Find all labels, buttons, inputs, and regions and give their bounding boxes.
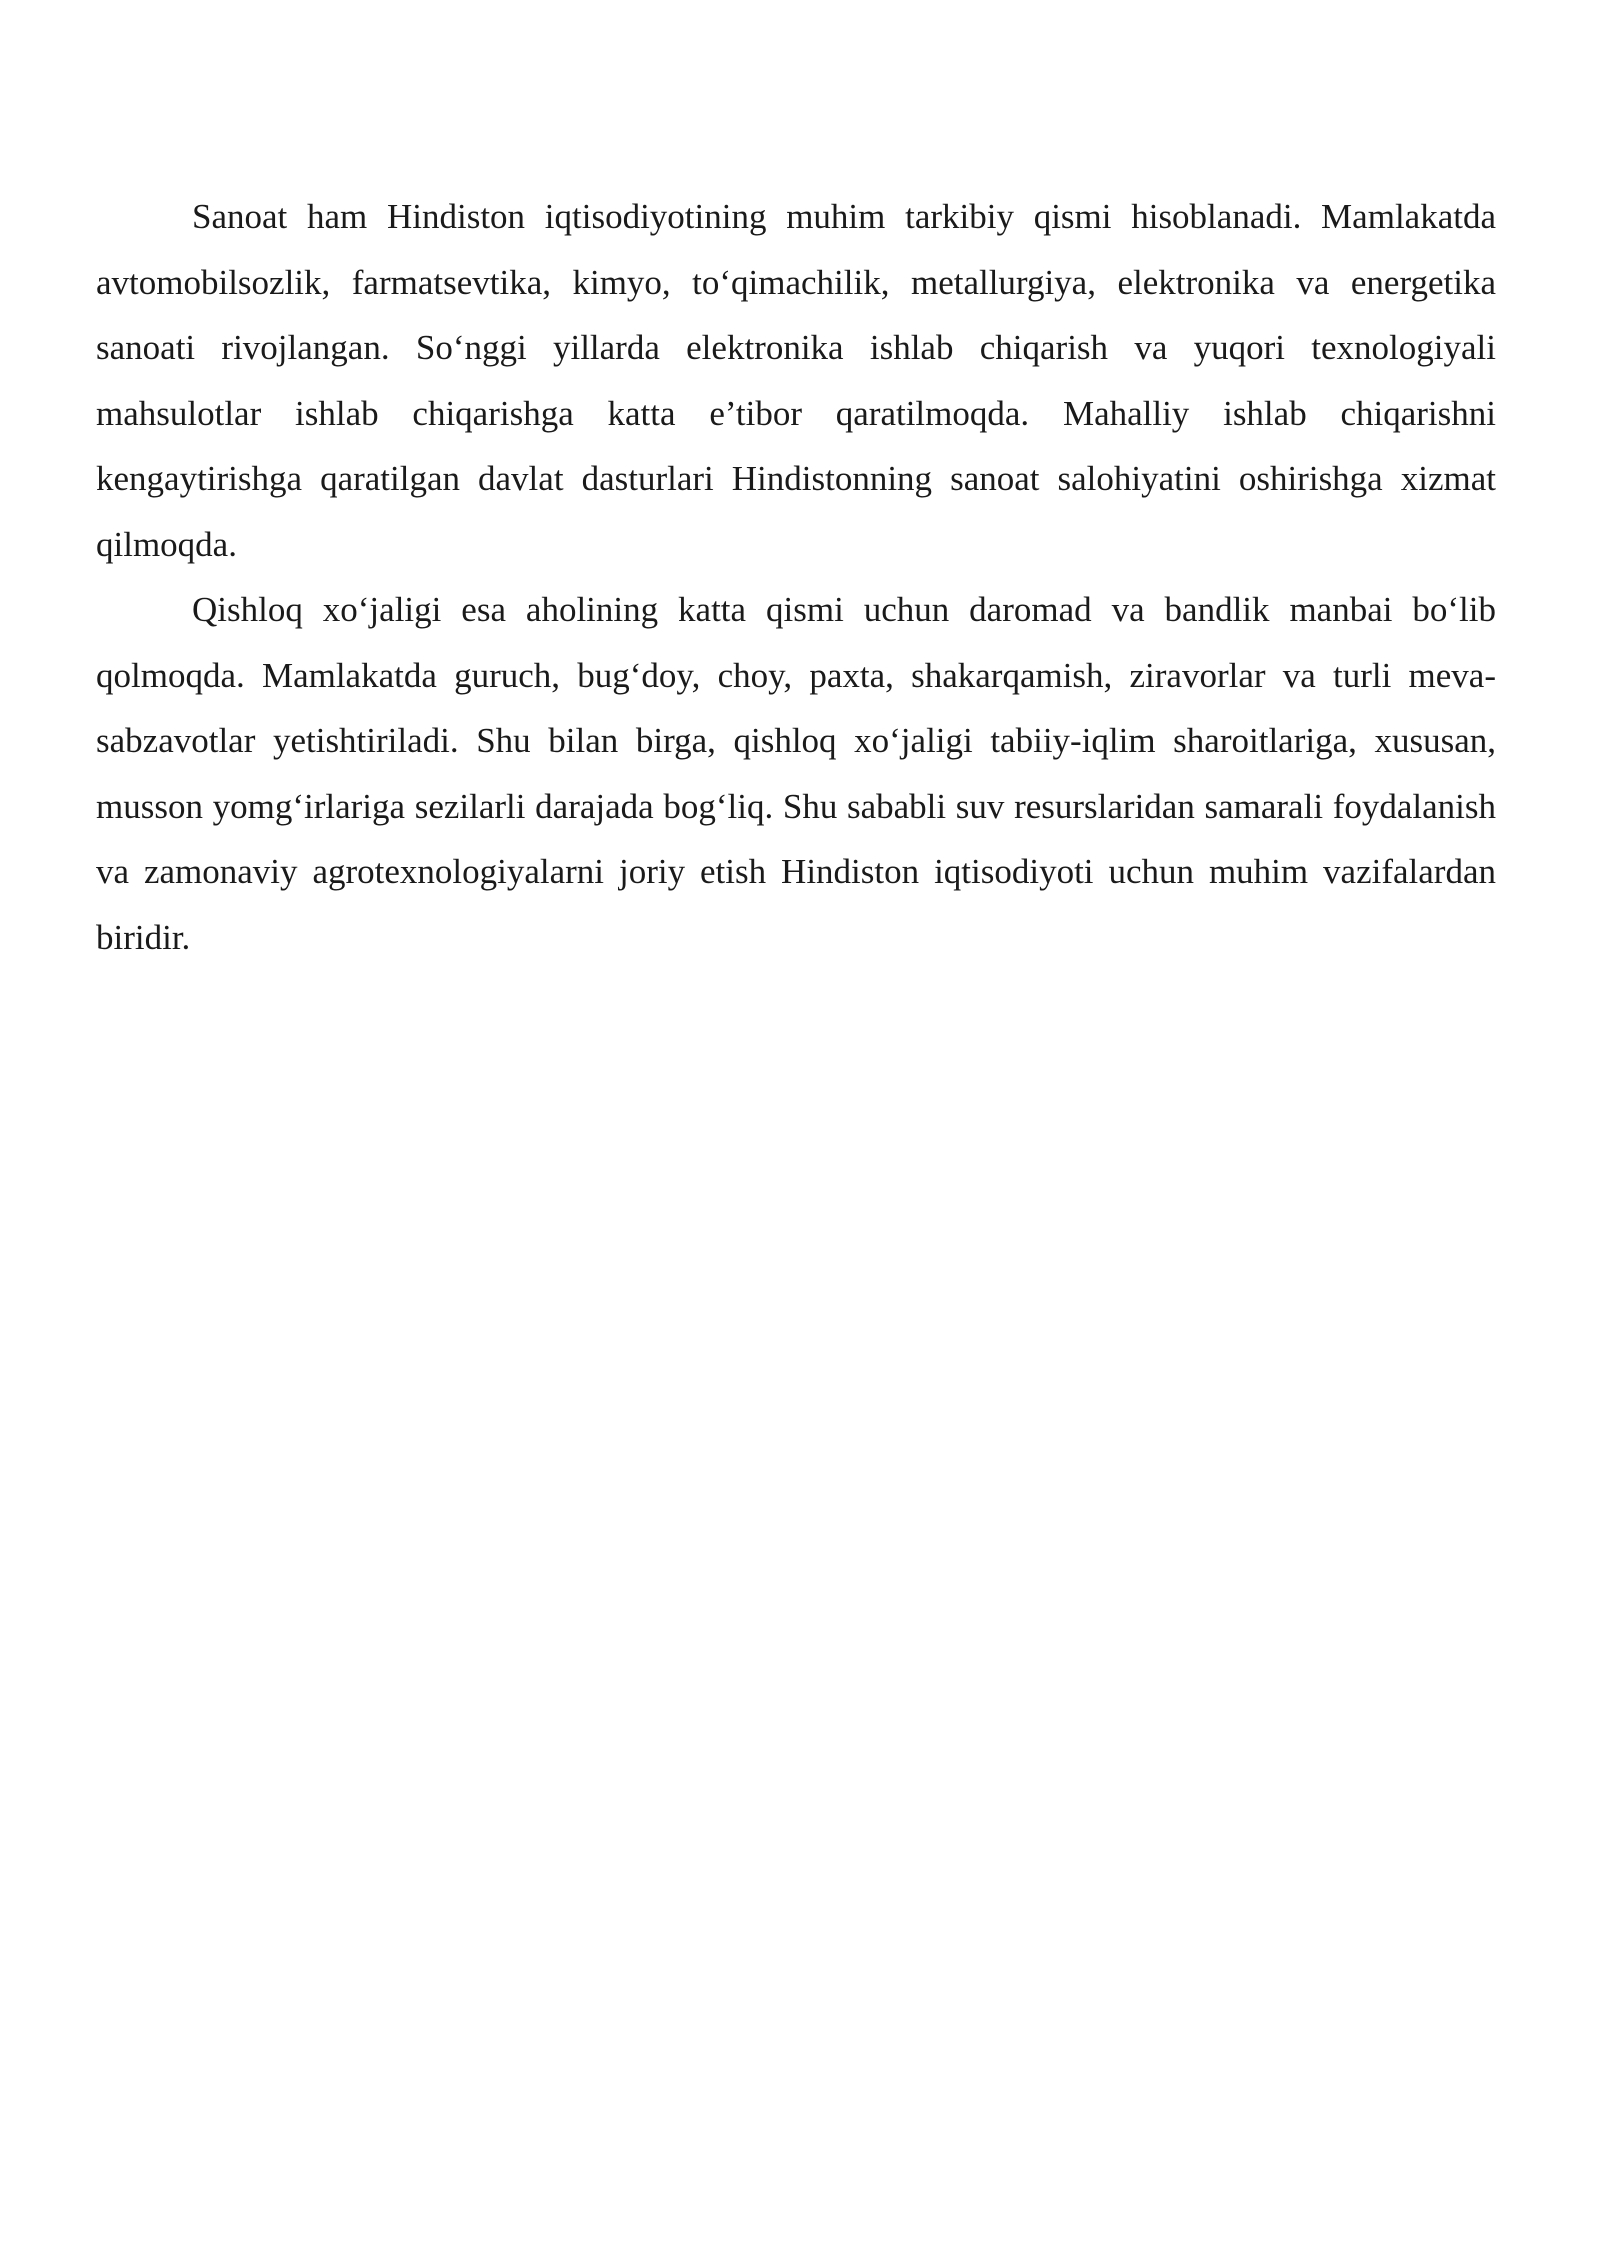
body-text <box>96 184 1496 970</box>
paragraph-industry: Sanoat ham Hindiston iqtisodiyotining muhim tarkibiy qismi hisoblanadi. Mamlakatda avtomobilsozlik, farmatsevtika, kimyo, to‘qimachilik, metallurgiya, elektronika va energetika sanoati rivojlangan. So‘nggi yillarda elektronika ishlab chiqarish va yuqori texnologiyali mahsulotlar ishlab chiqarishga katta e’tibor qaratilmoqda. Mahalliy ishlab chiqarishni kengaytirishga qaratilgan davlat dasturlari Hindistonning sanoat salohiyatini oshirishga xizmat qilmoqda. <box>96 197 1496 564</box>
paragraph-agriculture: Qishloq xo‘jaligi esa aholining katta qismi uchun daromad va bandlik manbai bo‘lib qolmoqda. Mamlakatda guruch, bug‘doy, choy, paxta, shakarqamish, ziravorlar va turli meva-sabzavotlar yetishtiriladi. Shu bilan birga, qishloq xo‘jaligi tabiiy-iqlim sharoitlariga, xususan, musson yomg‘irlariga sezilarli darajada bog‘liq. Shu sababli suv resurslaridan samarali foydalanish va zamonaviy agrotexnologiyalarni joriy etish Hindiston iqtisodiyoti uchun muhim vazifalardan biridir. <box>96 590 1496 957</box>
